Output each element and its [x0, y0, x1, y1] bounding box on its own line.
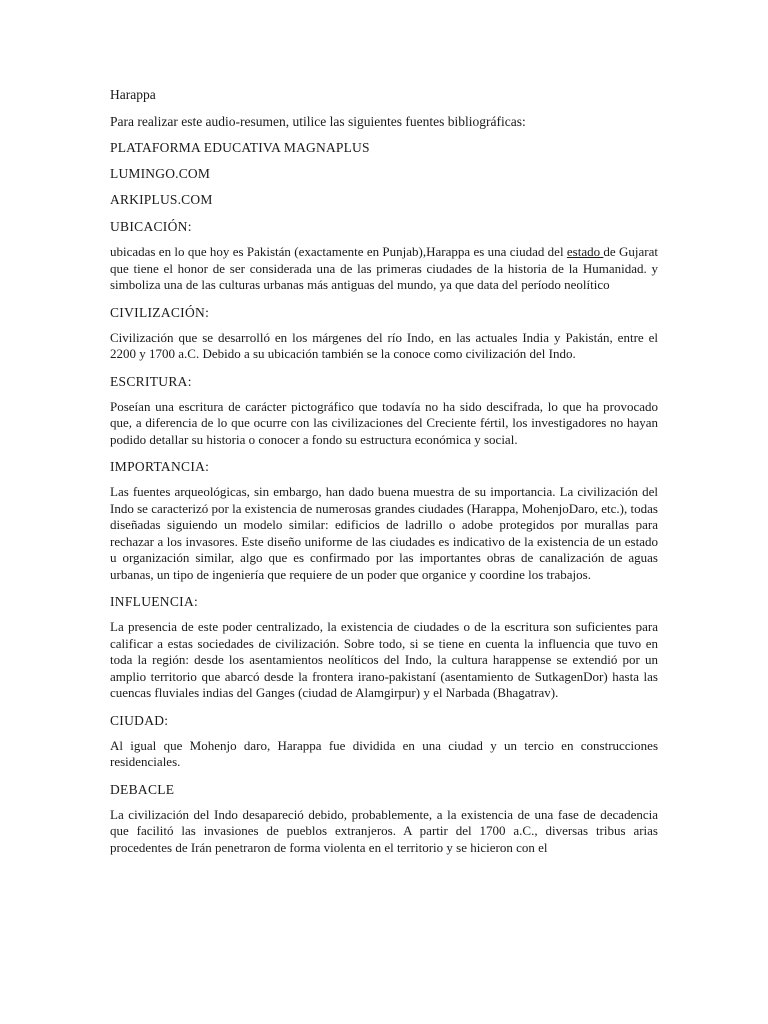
intro-text: Para realizar este audio-resumen, utilice las siguientes fuentes bibliográficas: — [110, 114, 526, 129]
section-paragraph-civilizacion: Civilización que se desarrolló en los márgenes del río Indo, en las actuales India y Pakistán, entre el 2200 y 1700 a.C. Debido a su ubicación también se la conoce como civilización del Indo. — [110, 329, 658, 361]
paragraph-text: ubicadas en lo que hoy es Pakistán (exactamente en Punjab),Harappa es una ciudad del — [110, 244, 567, 259]
source-item: PLATAFORMA EDUCATIVA MAGNAPLUS — [110, 140, 370, 155]
section-heading-civilizacion: CIVILIZACIÓN: — [110, 304, 210, 320]
section-paragraph-debacle: La civilización del Indo desapareció debido, probablemente, a la existencia de una fase de decadencia que facilitó las invasiones de pueblos extranjeros. A partir del 1700 a.C., diversas tribus arias procedentes de Irán penetraron de forma violenta en el territorio y se hicieron con el — [110, 806, 658, 855]
estado-link[interactable]: estado — [566, 244, 604, 259]
document-page — [110, 86, 658, 856]
document-title: Harappa — [110, 87, 156, 102]
source-item: LUMINGO.COM — [110, 166, 211, 181]
section-paragraph-ciudad: Al igual que Mohenjo daro, Harappa fue dividida en una ciudad y un tercio en construcciones residenciales. — [110, 737, 658, 769]
section-paragraph-importancia: Las fuentes arqueológicas, sin embargo, han dado buena muestra de su importancia. La civilización del Indo se caracterizó por la existencia de numerosas grandes ciudades (Harappa, MohenjoDaro, etc.), todas diseñadas siguiendo un modelo similar: edificios de ladrillo o adobe protegidos por murallas para rechazar a los invasores. Este diseño uniforme de las ciudades es indicativo de la existencia de un estado u organización similar, algo que es confirmado por las importantes obras de canalización de aguas urbanas, un tipo de ingeniería que requiere de un poder que organice y coordine los trabajos. — [110, 484, 658, 582]
section-heading-escritura: ESCRITURA: — [110, 373, 192, 389]
section-heading-influencia: INFLUENCIA: — [110, 594, 199, 609]
section-heading-ciudad: CIUDAD: — [110, 712, 169, 728]
section-heading-debacle: DEBACLE — [110, 781, 175, 797]
section-heading-importancia: IMPORTANCIA: — [110, 459, 210, 474]
paragraph-text: de Gujarat que tiene el honor de ser considerada una de las primeras ciudades de la historia de la Humanidad. y simboliza una de las culturas urbanas más antiguas del mundo, ya que data del período neolítico — [110, 244, 658, 292]
section-heading-ubicacion: UBICACIÓN: — [110, 219, 192, 234]
source-item: ARKIPLUS.COM — [110, 192, 213, 207]
section-paragraph-ubicacion — [110, 244, 658, 294]
section-paragraph-influencia: La presencia de este poder centralizado, la existencia de ciudades o de la escritura son suficientes para calificar a estas sociedades de civilización. Sobre todo, si se tiene en cuenta la influencia que tuvo en toda la región: desde los asentamientos neolíticos del Indo, la cultura harappense se extendió por un amplio territorio que abarcó desde la frontera irano-pakistaní (asentamiento de SutkagenDor) hasta las cuencas fluviales indias del Ganges (ciudad de Alamgirpur) y el Narbada (Bhagatrav). — [110, 619, 658, 700]
section-paragraph-escritura: Poseían una escritura de carácter pictográfico que todavía no ha sido descifrada, lo que ha provocado que, a diferencia de lo que ocurre con las civilizaciones del Creciente fértil, los investigadores no hayan podido detallar su historia o conocer a fondo su estructura económica y social. — [110, 398, 658, 447]
